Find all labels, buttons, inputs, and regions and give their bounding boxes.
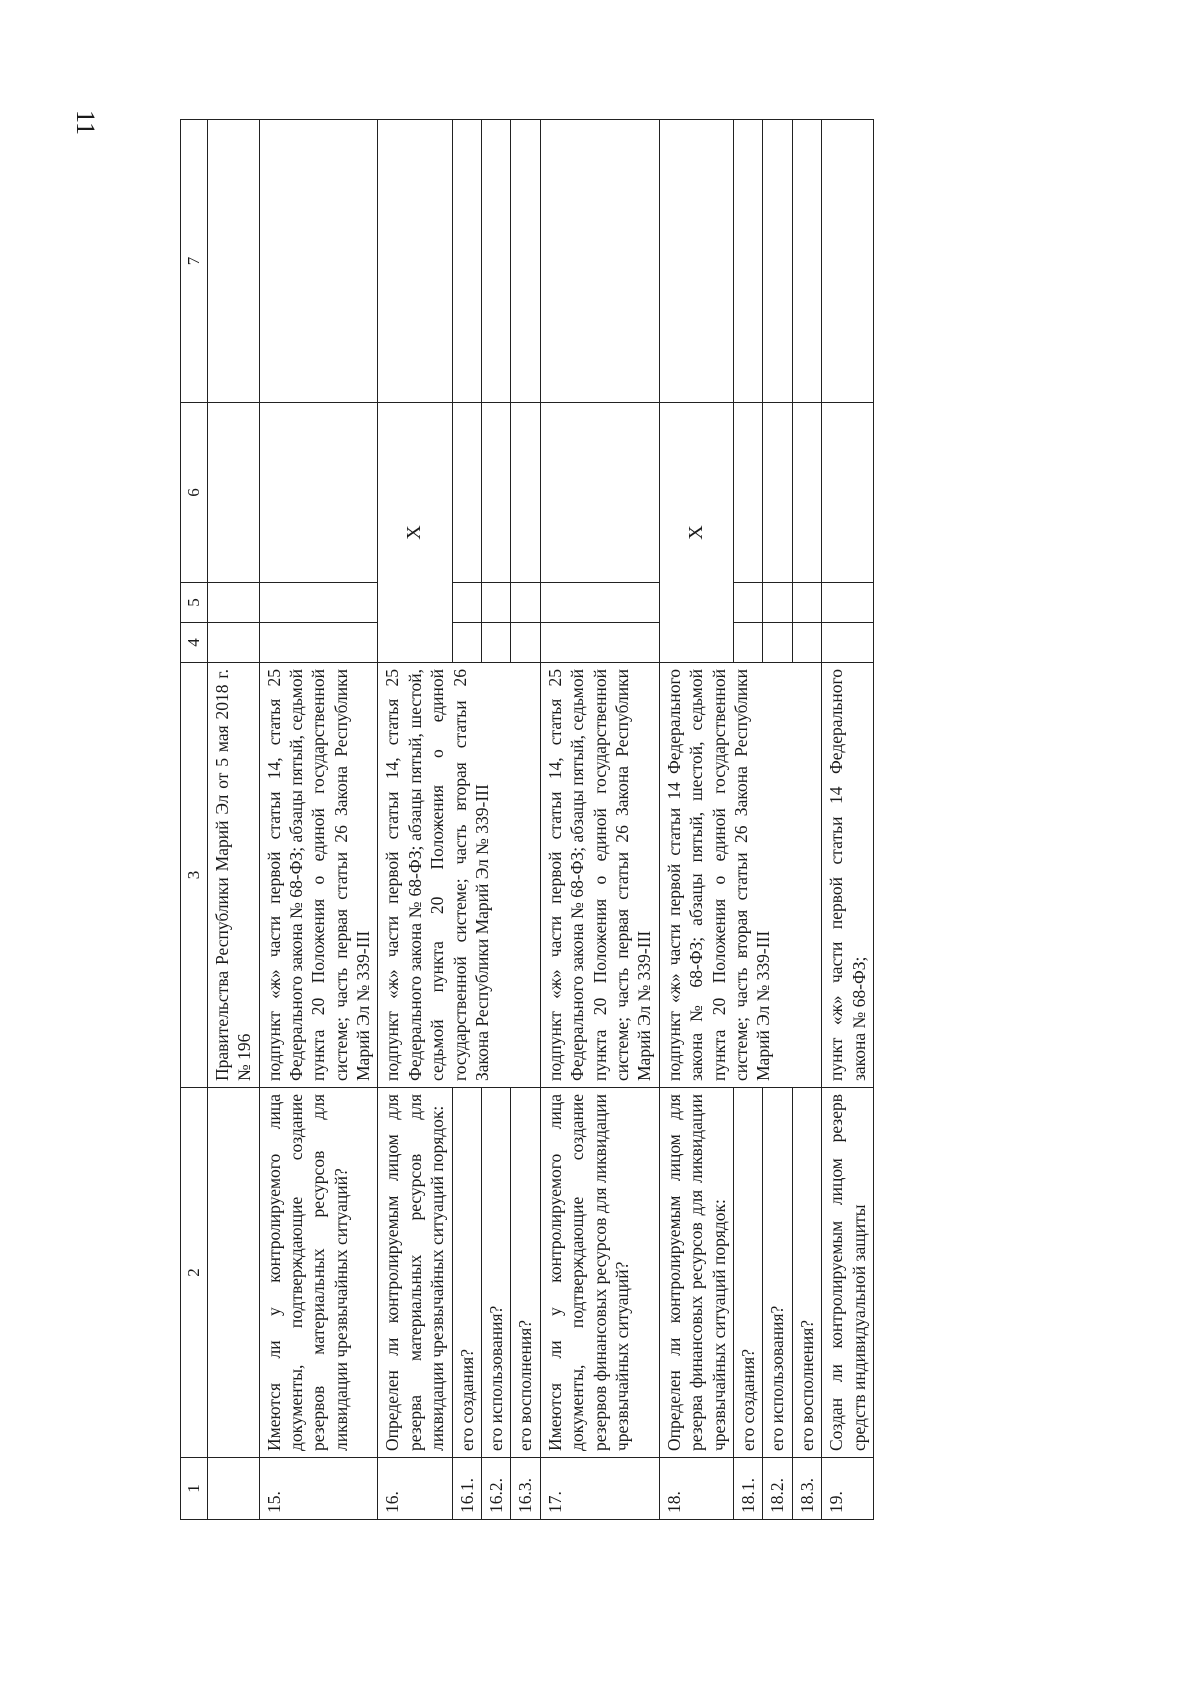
answer-no-cell [763, 583, 792, 623]
question-cell: Определен ли контролируемым лицом для резерва материальных ресурсов для ликвидации чрезвычайных ситуаций порядок: [378, 1088, 452, 1458]
note-cell [659, 120, 733, 403]
row-number [207, 1458, 259, 1520]
note-cell [207, 120, 259, 403]
row-number: 18.2. [763, 1458, 792, 1520]
note-cell [378, 120, 452, 403]
page-number: 11 [71, 110, 100, 136]
note-cell [792, 120, 821, 403]
note-cell [259, 120, 378, 403]
answer-na-cell [822, 403, 874, 583]
answer-yes-cell [733, 623, 762, 663]
note-cell [511, 120, 540, 403]
row-number: 18. [659, 1458, 733, 1520]
row-number: 16. [378, 1458, 452, 1520]
answer-na-cell [733, 403, 762, 583]
answer-no-cell [792, 583, 821, 623]
answer-no-cell [482, 583, 511, 623]
row-number: 18.1. [733, 1458, 762, 1520]
answer-na-cell [792, 403, 821, 583]
answer-no-cell [259, 583, 378, 623]
answer-no-cell [822, 583, 874, 623]
question-cell: его использования? [763, 1088, 792, 1458]
answer-na-cell [482, 403, 511, 583]
header-cell: 3 [181, 663, 208, 1088]
table-row [259, 120, 378, 1520]
not-applicable-mark: X [659, 403, 733, 663]
answer-no-cell [207, 583, 259, 623]
answer-no-cell [733, 583, 762, 623]
note-cell [763, 120, 792, 403]
row-number: 16.2. [482, 1458, 511, 1520]
answer-yes-cell [763, 623, 792, 663]
question-cell: Имеются ли у контролируемого лица документы, подтверждающие создание резервов финансовых ресурсов для ликвидации чрезвычайных ситуаций? [540, 1088, 659, 1458]
table-row [822, 120, 874, 1520]
answer-na-cell [511, 403, 540, 583]
answer-yes-cell [452, 623, 481, 663]
question-cell: Создан ли контролируемым лицом резерв средств индивидуальной защиты [822, 1088, 874, 1458]
table-row [540, 120, 659, 1520]
header-cell: 7 [181, 120, 208, 403]
answer-na-cell [207, 403, 259, 583]
row-number: 19. [822, 1458, 874, 1520]
checklist-table [180, 119, 874, 1520]
answer-na-cell [540, 403, 659, 583]
note-cell [482, 120, 511, 403]
legal-basis-cell: Правительства Республики Марий Эл от 5 мая 2018 г. № 196 [207, 663, 259, 1088]
row-number: 18.3. [792, 1458, 821, 1520]
row-number: 16.1. [452, 1458, 481, 1520]
header-cell: 1 [181, 1458, 208, 1520]
header-cell: 5 [181, 583, 208, 623]
question-cell [207, 1088, 259, 1458]
answer-na-cell [763, 403, 792, 583]
answer-no-cell [452, 583, 481, 623]
row-number: 15. [259, 1458, 378, 1520]
answer-yes-cell [792, 623, 821, 663]
answer-na-cell [452, 403, 481, 583]
legal-basis-cell: пункт «ж» части первой статьи 14 Федерального закона № 68-ФЗ; [822, 663, 874, 1088]
table-row [207, 120, 259, 1520]
note-cell [733, 120, 762, 403]
question-cell: его восполнения? [511, 1088, 540, 1458]
answer-yes-cell [511, 623, 540, 663]
checklist-table-container [180, 120, 1040, 1520]
answer-yes-cell [540, 623, 659, 663]
row-number: 16.3. [511, 1458, 540, 1520]
answer-na-cell [259, 403, 378, 583]
answer-no-cell [511, 583, 540, 623]
header-cell: 6 [181, 403, 208, 583]
answer-no-cell [540, 583, 659, 623]
table-row [659, 120, 733, 1520]
note-cell [452, 120, 481, 403]
question-cell: Имеются ли у контролируемого лица документы, подтверждающие создание резервов материальных ресурсов для ликвидации чрезвычайных ситуаций? [259, 1088, 378, 1458]
question-cell: его создания? [452, 1088, 481, 1458]
legal-basis-cell: подпункт «ж» части первой статьи 14, статья 25 Федерального закона № 68-ФЗ; абзацы пятый, шестой, седьмой пункта 20 Положения о единой государственной системе; часть вторая статьи 26 Закона Республики Марий Эл № 339-III [378, 663, 540, 1088]
question-cell: его создания? [733, 1088, 762, 1458]
row-number: 17. [540, 1458, 659, 1520]
question-cell: его восполнения? [792, 1088, 821, 1458]
note-cell [540, 120, 659, 403]
legal-basis-cell: подпункт «ж» части первой статьи 14 Федерального закона № 68-ФЗ; абзацы пятый, шестой, седьмой пункта 20 Положения о единой государственной системе; часть вторая статьи 26 Закона Республики Марий Эл № 339-III [659, 663, 821, 1088]
question-cell: его использования? [482, 1088, 511, 1458]
question-cell: Определен ли контролируемым лицом для резерва финансовых ресурсов для ликвидации чрезвычайных ситуаций порядок: [659, 1088, 733, 1458]
header-cell: 4 [181, 623, 208, 663]
legal-basis-cell: подпункт «ж» части первой статьи 14, статья 25 Федерального закона № 68-ФЗ; абзацы пятый, седьмой пункта 20 Положения о единой государственной системе; часть первая статьи 26 Закона Республики Марий Эл № 339-III [259, 663, 378, 1088]
answer-yes-cell [207, 623, 259, 663]
answer-yes-cell [259, 623, 378, 663]
note-cell [822, 120, 874, 403]
header-cell: 2 [181, 1088, 208, 1458]
not-applicable-mark: X [378, 403, 452, 663]
answer-yes-cell [822, 623, 874, 663]
legal-basis-cell: подпункт «ж» части первой статьи 14, статья 25 Федерального закона № 68-ФЗ; абзацы пятый, седьмой пункта 20 Положения о единой государственной системе; часть первая статьи 26 Закона Республики Марий Эл № 339-III [540, 663, 659, 1088]
answer-yes-cell [482, 623, 511, 663]
header-row [181, 120, 208, 1520]
table-row [378, 120, 452, 1520]
